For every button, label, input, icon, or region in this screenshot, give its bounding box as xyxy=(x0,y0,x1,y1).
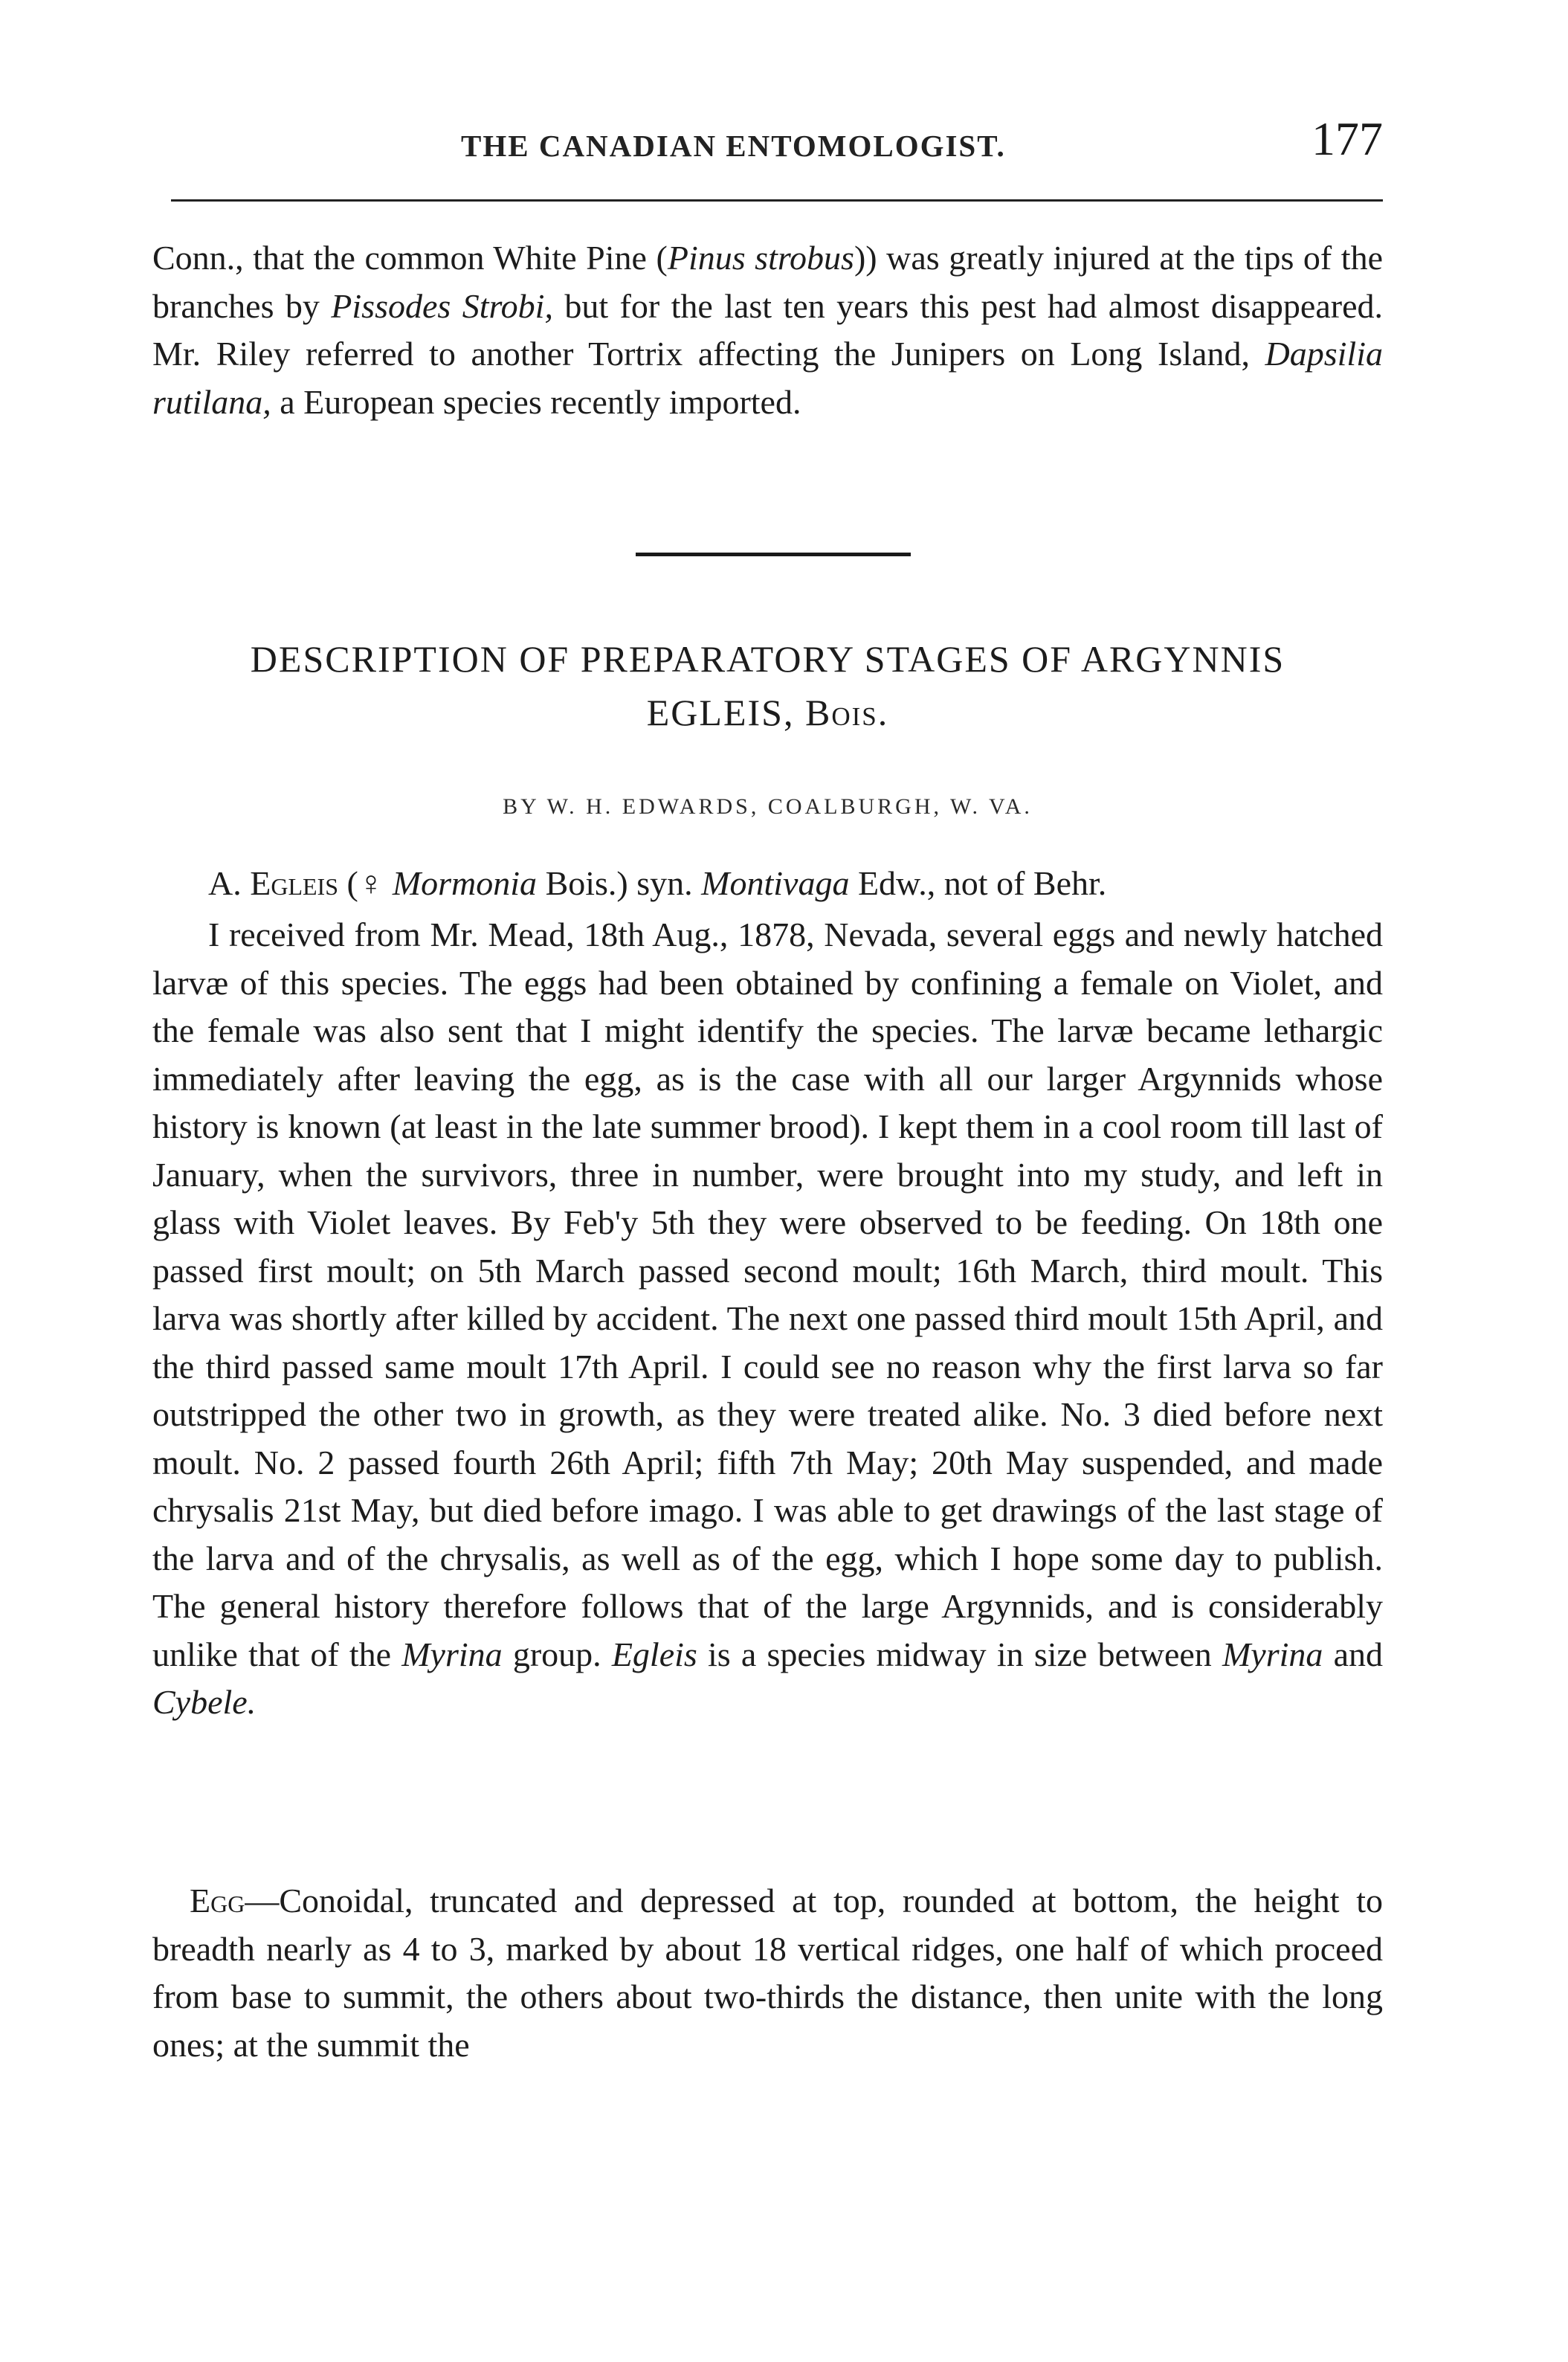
header-rule xyxy=(171,199,1383,202)
text-run: a European species recently imported. xyxy=(271,382,801,421)
text-run: Conn., that the common White Pine ( xyxy=(152,239,668,277)
egg-paragraph xyxy=(152,1877,1383,2069)
species-heading xyxy=(208,860,1106,907)
taxon-montivaga: Montivaga xyxy=(701,864,850,902)
article-title xyxy=(152,632,1383,739)
journal-title: THE CANADIAN ENTOMOLOGIST. xyxy=(461,129,1006,163)
taxon-egleis: Egleis xyxy=(250,864,338,902)
text-run: and xyxy=(1323,1635,1383,1673)
main-paragraph xyxy=(152,911,1383,1727)
byline: BY W. H. EDWARDS, COALBURGH, W. VA. xyxy=(503,794,1033,819)
text-run: —Conoidal, truncated and depressed at top, rounded at bottom, the height to breadth nearly as 4 to 3, marked by about 18 vertical ridges, one half of which proceed from base to summit, the others about two-thirds the distance, then unite with the long ones; at the summit the xyxy=(152,1882,1383,2064)
continuation-paragraph: Conn., that the common White Pine (Pinus strobus)) was greatly injured at the tips of the branches by Pissodes Strobi, but for the last ten years this pest had almost disappeared. Mr. Riley referred to another Tortrix affecting the Junipers on Long Island, Dapsilia rutilana, a European species recently imported. xyxy=(152,239,1383,421)
taxon-pissodes-strobi: Pissodes Strobi, xyxy=(331,286,553,325)
title-line-1: DESCRIPTION OF PREPARATORY STAGES OF ARGYNNIS xyxy=(250,638,1285,680)
taxon-egleis: Egleis xyxy=(611,1635,697,1673)
title-author-abbrev: Bois. xyxy=(804,692,889,733)
text-run: A. xyxy=(208,864,251,902)
taxon-myrina: Myrina xyxy=(1222,1635,1323,1673)
taxon-mormonia: Mormonia xyxy=(392,864,538,902)
text-run: Edw., not of Behr. xyxy=(849,864,1107,902)
text-run: ) was greatly injured at the tips of the branches by xyxy=(152,239,1383,325)
title-line-2: EGLEIS, xyxy=(646,692,805,733)
section-divider xyxy=(636,553,911,556)
text-run: group. xyxy=(502,1635,612,1673)
text-run: I received from Mr. Mead, 18th Aug., 1878, Nevada, several eggs and newly hatched larvæ of this species. The eggs had been obtained by confining a female on Violet, and the female was also sent that I might identify the species. The larvæ became lethargic immediately after leaving the egg, as is the case with all our larger Argynnids whose history is known (at least in the late summer brood). I kept them in a cool room till last of January, when the survivors, three in number, were brought into my study, and left in glass with Violet leaves. By Feb'y 5th they were observed to be feeding. On 18th one passed first moult; on 5th March passed second moult; 16th March, third moult. This larva was shortly after killed by accident. The next one passed third moult 15th April, and the third passed same moult 17th April. I could see no reason why the first larva so far outstripped the other two in growth, as they were treated alike. No. 3 died before next moult. No. 2 passed fourth 26th April; fifth 7th May; 20th May suspended, and made chrysalis 21st May, but died before imago. I was able to get drawings of the last stage of the larva and of the chrysalis, as well as of the egg, which I hope some day to publish. The general history therefore follows that of the large Argynnids, and is considerably unlike that of the xyxy=(152,915,1383,1673)
egg-label: Egg xyxy=(190,1882,245,1919)
running-head xyxy=(171,112,1383,171)
text-run: Bois.) syn. xyxy=(537,864,702,902)
taxon-pinus-strobus: Pinus strobus xyxy=(667,239,854,277)
taxon-myrina: Myrina xyxy=(401,1635,503,1673)
taxon-dapsilia-rutilana: Dapsilia rutilana, xyxy=(152,335,1383,421)
taxon-cybele: Cybele. xyxy=(152,1683,257,1721)
text-run: (♀ xyxy=(338,864,393,902)
page-number: 177 xyxy=(1311,112,1383,165)
text-run: but for the last ten years this pest had almost disappeared. Mr. Riley referred to another Tortrix affecting the Junipers on Long Island, xyxy=(152,286,1383,373)
text-run: is a species midway in size between xyxy=(697,1635,1222,1673)
